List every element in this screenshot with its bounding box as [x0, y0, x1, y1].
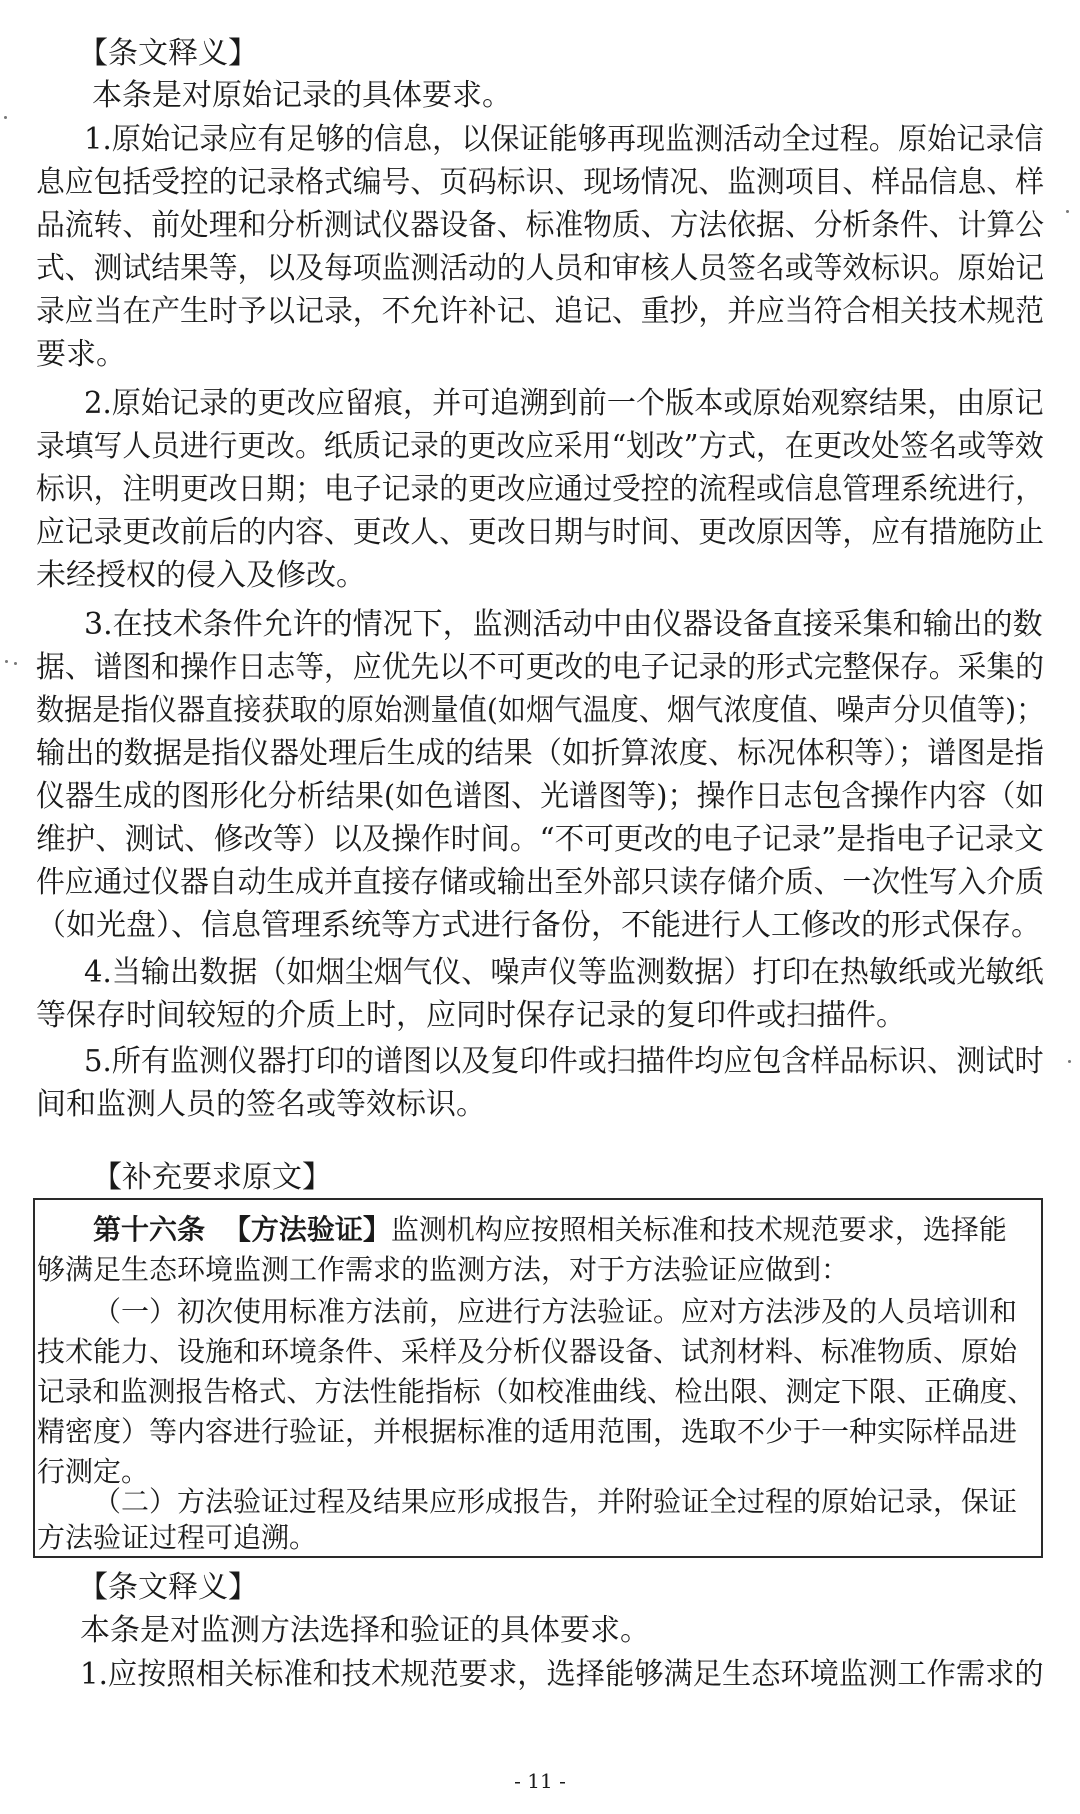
article-number: 第十六条 — [93, 1213, 206, 1246]
paragraph-line: 1.应按照相关标准和技术规范要求，选择能够满足生态环境监测工作需求的 — [80, 1657, 1044, 1692]
article-item-line: （一）初次使用标准方法前，应进行方法验证。应对方法涉及的人员培训和 — [93, 1295, 1018, 1328]
paragraph-line: 录应当在产生时予以记录，不允许补记、追记、重抄，并应当符合相关技术规范 — [36, 294, 1044, 329]
article-title: 【方法验证】 — [222, 1213, 391, 1246]
paragraph-line: 要求。 — [36, 337, 126, 372]
article-item-line: （二）方法验证过程及结果应形成报告，并附验证全过程的原始记录，保证 — [93, 1485, 1018, 1518]
paragraph-line: 式、测试结果等，以及每项监测活动的人员和审核人员签名或等效标识。原始记 — [36, 251, 1044, 286]
article-item-line: 方法验证过程可追溯。 — [37, 1521, 318, 1554]
requirement-box — [33, 1198, 1043, 1558]
article-first-line — [93, 1210, 1007, 1250]
scan-speck — [4, 116, 7, 119]
section-heading: 【条文释义】 — [78, 1570, 258, 1605]
paragraph-line: 等保存时间较短的介质上时，应同时保存记录的复印件或扫描件。 — [36, 998, 906, 1033]
supplement-heading: 【补充要求原文】 — [92, 1160, 332, 1195]
section-heading: 【条文释义】 — [78, 36, 258, 71]
article-item-line: 精密度）等内容进行验证，并根据标准的适用范围，选取不少于一种实际样品进 — [37, 1415, 1018, 1448]
scan-speck — [5, 660, 8, 663]
paragraph-line: 标识，注明更改日期；电子记录的更改应通过受控的流程或信息管理系统进行， — [36, 472, 1044, 507]
paragraph-line: 据、谱图和操作日志等，应优先以不可更改的电子记录的形式完整保存。采集的 — [36, 650, 1044, 685]
paragraph-line: 件应通过仪器自动生成并直接存储或输出至外部只读存储介质、一次性写入介质 — [36, 865, 1044, 900]
paragraph-line: 4.当输出数据（如烟尘烟气仪、噪声仪等监测数据）打印在热敏纸或光敏纸 — [84, 955, 1044, 990]
scan-speck — [14, 662, 17, 665]
scan-speck — [1066, 210, 1069, 213]
paragraph-line: 间和监测人员的签名或等效标识。 — [36, 1087, 486, 1122]
paragraph-line: 仪器生成的图形化分析结果(如色谱图、光谱图等)；操作日志包含操作内容（如 — [36, 779, 1045, 814]
article-item-line: 技术能力、设施和环境条件、采样及分析仪器设备、试剂材料、标准物质、原始 — [37, 1335, 1018, 1368]
scan-speck — [1068, 1060, 1071, 1063]
paragraph-line: 数据是指仪器直接获取的原始测量值(如烟气温度、烟气浓度值、噪声分贝值等)； — [36, 693, 1045, 728]
paragraph-line: （如光盘）、信息管理系统等方式进行备份，不能进行人工修改的形式保存。 — [36, 908, 1041, 943]
section-intro: 本条是对原始记录的具体要求。 — [92, 78, 512, 113]
paragraph-line: 2.原始记录的更改应留痕，并可追溯到前一个版本或原始观察结果，由原记 — [84, 386, 1044, 421]
article-item-line: 行测定。 — [37, 1455, 150, 1488]
paragraph-line: 录填写人员进行更改。纸质记录的更改应采用“划改”方式，在更改处签名或等效 — [36, 429, 1044, 464]
article-line: 够满足生态环境监测工作需求的监测方法，对于方法验证应做到： — [37, 1253, 850, 1286]
paragraph-line: 1.原始记录应有足够的信息，以保证能够再现监测活动全过程。原始记录信 — [84, 122, 1044, 157]
paragraph-line: 未经授权的侵入及修改。 — [36, 558, 366, 593]
paragraph-line: 3.在技术条件允许的情况下，监测活动中由仪器设备直接采集和输出的数 — [84, 607, 1043, 642]
paragraph-line: 维护、测试、修改等）以及操作时间。“不可更改的电子记录”是指电子记录文 — [36, 822, 1044, 857]
paragraph-line: 息应包括受控的记录格式编号、页码标识、现场情况、监测项目、样品信息、样 — [36, 165, 1044, 200]
page-number: - 11 - — [514, 1769, 566, 1793]
paragraph-line: 品流转、前处理和分析测试仪器设备、标准物质、方法依据、分析条件、计算公 — [36, 208, 1044, 243]
section-intro: 本条是对监测方法选择和验证的具体要求。 — [80, 1613, 650, 1648]
article-item-line: 记录和监测报告格式、方法性能指标（如校准曲线、检出限、测定下限、正确度、 — [37, 1375, 1036, 1408]
paragraph-line: 5.所有监测仪器打印的谱图以及复印件或扫描件均应包含样品标识、测试时 — [84, 1044, 1044, 1079]
article-text: 监测机构应按照相关标准和技术规范要求，选择能 — [390, 1213, 1007, 1246]
paragraph-line: 应记录更改前后的内容、更改人、更改日期与时间、更改原因等，应有措施防止 — [36, 515, 1044, 550]
paragraph-line: 输出的数据是指仪器处理后生成的结果（如折算浓度、标况体积等）；谱图是指 — [36, 736, 1044, 771]
